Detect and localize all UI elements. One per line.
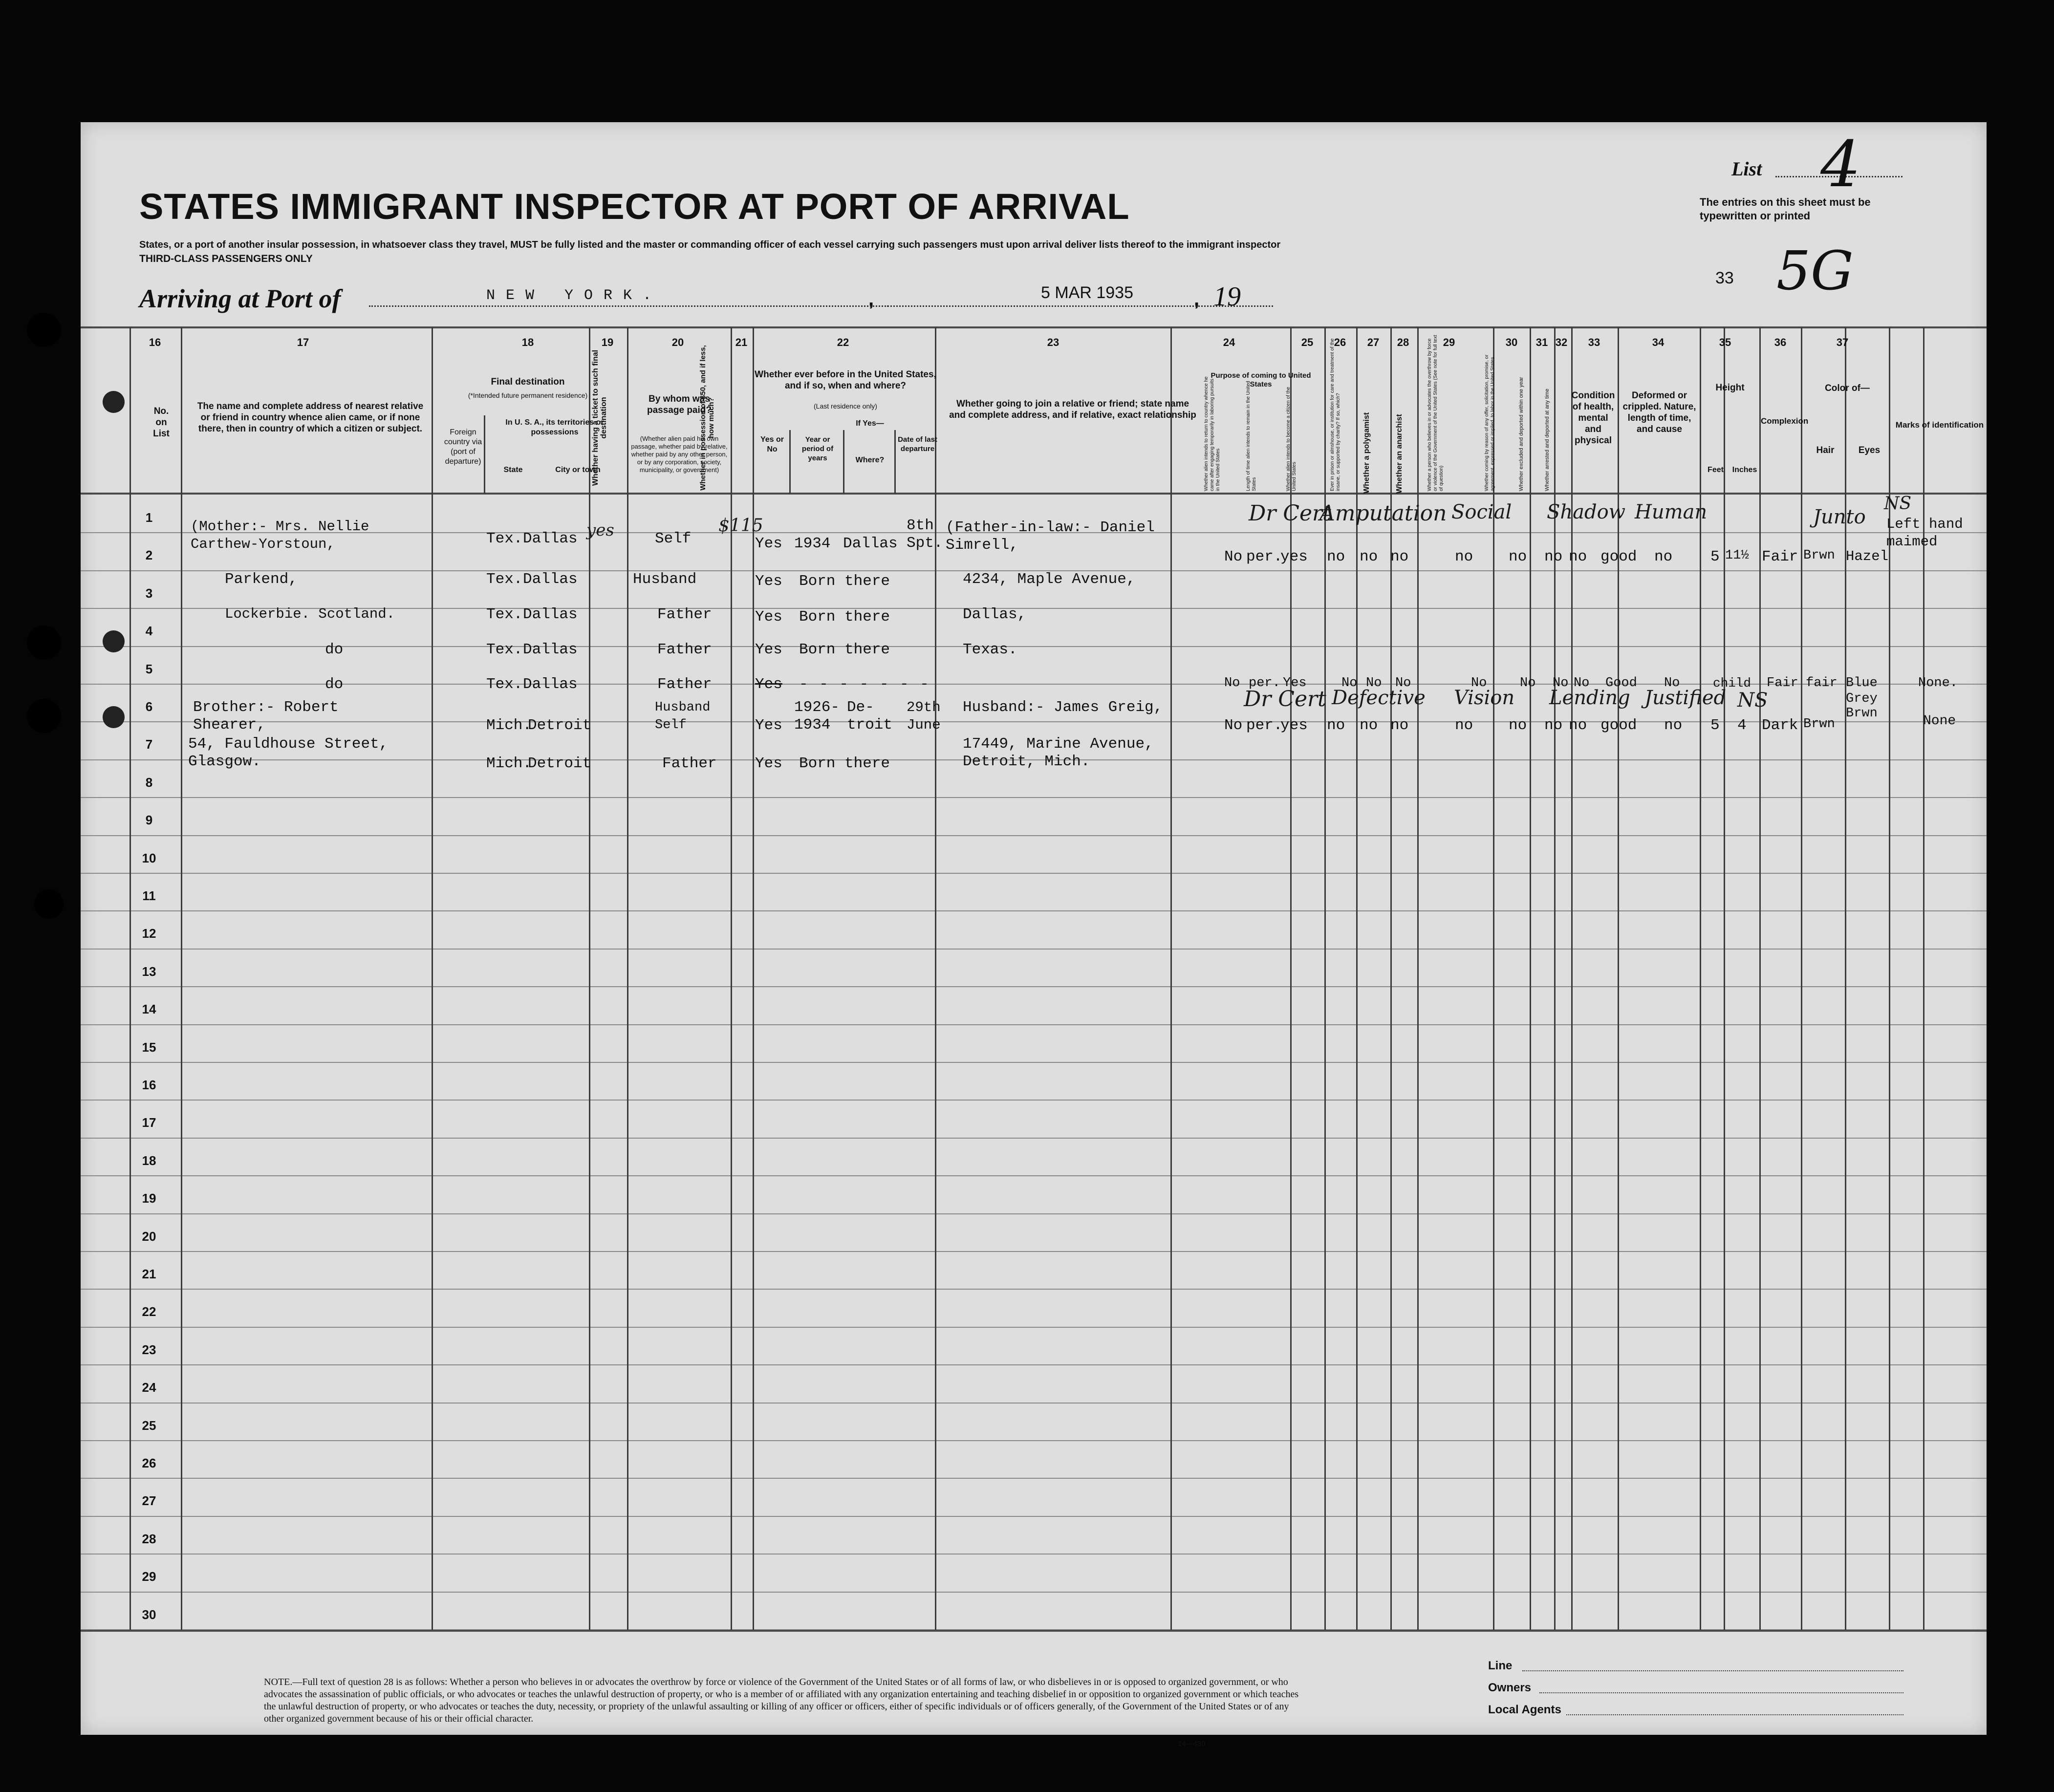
column-rule (1759, 327, 1761, 1630)
r1-feet: 5 (1710, 548, 1720, 565)
column-number: 25 (1301, 336, 1314, 348)
r3-join: Dallas, (963, 606, 1027, 623)
header-c18-note: (*Intended future permanent residence) (468, 391, 588, 399)
r5-before: Yes (755, 676, 782, 693)
column-number: 20 (671, 336, 684, 348)
header-c36: Color of— (1825, 383, 1870, 393)
r6-where: De- troit (847, 699, 893, 734)
r1-paid: Self (655, 530, 692, 547)
hand-row1-c29: Social (1451, 501, 1512, 523)
owners-dotted (1539, 1692, 1903, 1693)
r6-join: Husband:- James Greig, (963, 699, 1163, 716)
row-number: 26 (142, 1456, 156, 1470)
punch-hole (103, 630, 125, 652)
r6-citizen: yes (1280, 717, 1308, 734)
r5-eyes: Blue (1846, 676, 1878, 691)
r6-c28: no (1455, 717, 1473, 734)
column-number: 17 (297, 336, 309, 348)
r1-date: 8th Spt. (907, 517, 943, 552)
r1-prison: no (1327, 548, 1345, 565)
row-number: 5 (145, 661, 153, 676)
row-number: 20 (142, 1229, 156, 1244)
header-c27: Whether an anarchist (1395, 414, 1404, 494)
r6-state: Mich. (486, 717, 532, 734)
header-c24b: Length of time alien intends to remain in the United States (1246, 381, 1257, 491)
r1-c28: no (1455, 548, 1473, 565)
r5-length: per. (1249, 676, 1280, 691)
r6-prison: no (1327, 717, 1345, 734)
agents-dotted (1566, 1714, 1903, 1715)
column-rule (1724, 327, 1725, 1630)
row-number: 22 (142, 1304, 156, 1319)
r1-health: good (1600, 548, 1637, 565)
r5-state: Tex. (486, 676, 523, 693)
column-number: 26 (1334, 336, 1346, 348)
column-number: 23 (1047, 336, 1059, 348)
header-c34-feet: Feet (1708, 466, 1724, 474)
r4-join: Texas. (963, 641, 1017, 658)
r7-before: Yes (755, 755, 782, 772)
column-number: 16 (149, 336, 161, 348)
r6-inches: 4 (1737, 717, 1747, 734)
punch-hole (103, 391, 125, 413)
hand-row1-c26: Amputation (1319, 501, 1447, 526)
r1-c29: no (1509, 548, 1527, 565)
r7-state: Mich. (486, 755, 532, 772)
punch-hole (27, 699, 61, 733)
r5-anarch: No (1395, 676, 1411, 691)
header-c22-year: Year or period of years (801, 435, 834, 462)
column-number: 31 (1535, 336, 1548, 348)
r2-relative: Parkend, (225, 571, 298, 588)
header-c29: Whether coming by reason of any offer, solicitation, promise, or agreement, expressed or implied, to labor in the United States (1484, 354, 1495, 491)
r6-c30: no (1544, 717, 1563, 734)
column-number: 29 (1443, 336, 1455, 348)
column-number: 37 (1836, 336, 1849, 348)
header-c23: Whether going to join a relative or friend; state name and complete address, and if relative, exact relationship (949, 399, 1196, 420)
header-c19: Whether having a ticket to such final destination (591, 349, 608, 486)
r1-c30: no (1544, 548, 1563, 565)
punch-hole (27, 626, 61, 660)
row-number: 6 (145, 699, 153, 714)
hand-row6-c34: Justified (1644, 687, 1727, 709)
year-prefix: 19 (1213, 281, 1241, 312)
row-number: 7 (145, 737, 153, 752)
column-rule (1801, 327, 1802, 1630)
row-number: 19 (142, 1191, 156, 1206)
r6-year: 1926- 1934 (794, 699, 840, 734)
manifest-title: STATES IMMIGRANT INSPECTOR AT PORT OF ARRIVAL (139, 186, 1130, 227)
header-line-2: THIRD-CLASS PASSENGERS ONLY (139, 253, 313, 264)
r7-city: Detroit (528, 755, 592, 772)
r1-c31: no (1569, 548, 1587, 565)
agents-label: Local Agents (1488, 1703, 1561, 1716)
r7-relative: 54, Fauldhouse Street, Glasgow. (188, 735, 389, 770)
r7-paid: Father (662, 755, 717, 772)
form-number: 14—430 (1178, 1740, 1206, 1748)
column-number: 21 (735, 336, 748, 348)
r2-paid: Husband (633, 571, 697, 588)
hand-row6-c29: Vision (1454, 687, 1515, 709)
r1-inches: 11½ (1725, 548, 1749, 563)
r3-city: Dallas (523, 606, 578, 623)
hand-row6-c37: NS (1737, 689, 1768, 712)
r5-deformed: No (1664, 676, 1680, 691)
r6-eyes: Grey Brwn (1846, 691, 1878, 721)
arriving-label: Arriving at Port of (139, 284, 341, 313)
r6-marks: None (1923, 713, 1956, 729)
header-c36-eyes: Eyes (1858, 445, 1881, 455)
r7-born: Born there (799, 755, 890, 772)
r1-where: Dallas (843, 535, 898, 552)
list-number-handwritten: 4 (1820, 127, 1861, 201)
header-c30: Whether excluded and deported within one year (1518, 377, 1524, 491)
r2-join: 4234, Maple Avenue, (963, 571, 1136, 588)
comma-1: , (868, 288, 874, 310)
r2-city: Dallas (523, 571, 578, 588)
row-number: 11 (142, 888, 156, 903)
r5-hair: fair (1806, 676, 1838, 691)
r3-before: Yes (755, 608, 782, 626)
header-c22-date: Date of last departure (898, 435, 937, 453)
column-number: 18 (521, 336, 534, 348)
r2-born: Born there (799, 573, 890, 590)
r5-intend: No (1224, 676, 1240, 691)
port-dotted-line (369, 305, 951, 307)
row-number: 10 (142, 850, 156, 865)
column-number: 32 (1555, 336, 1568, 348)
column-number: 34 (1652, 336, 1665, 348)
hand-row1-c32: Shadow (1547, 501, 1625, 523)
header-c22-where: Where? (855, 456, 885, 464)
header-c32: Condition of health, mental and physical (1571, 390, 1615, 446)
list-note: The entries on this sheet must be typewritten or printed (1700, 196, 1871, 222)
r6-before: Yes (755, 717, 782, 734)
r6-deformed: no (1664, 717, 1683, 734)
r1-intend: No (1224, 548, 1243, 565)
r6-date: 29th June (907, 699, 941, 733)
r5-where: - - - - - - - (799, 676, 930, 693)
manifest-sheet (81, 122, 1987, 1748)
header-c34-inches: Inches (1732, 466, 1757, 474)
column-number: 22 (837, 336, 849, 348)
r6-poly: no (1360, 717, 1378, 734)
row-number: 9 (145, 813, 153, 828)
r5-c28: No (1471, 676, 1487, 691)
row-number: 4 (145, 624, 153, 639)
r5-city: Dallas (523, 676, 578, 693)
r6-intend: No (1224, 717, 1243, 734)
r3-relative: Lockerbie. Scotland. (225, 606, 395, 622)
r2-before: Yes (755, 573, 782, 590)
column-rule (181, 327, 182, 1630)
r6-complexion: Dark (1762, 717, 1798, 734)
r5-c31: No (1574, 676, 1590, 691)
r4-relative: do (325, 641, 344, 658)
r5-poly: No (1366, 676, 1382, 691)
r5-paid: Father (657, 676, 712, 693)
row-number: 25 (142, 1418, 156, 1433)
r5-citizen: Yes (1283, 676, 1307, 691)
r6-feet: 5 (1710, 717, 1720, 734)
row-number: 28 (142, 1531, 156, 1546)
r6-c29: no (1509, 717, 1527, 734)
row-number: 21 (142, 1267, 156, 1281)
r1-year: 1934 (794, 535, 831, 552)
r7-join: 17449, Marine Avenue, Detroit, Mich. (963, 735, 1154, 770)
column-number: 36 (1774, 336, 1787, 348)
r1-citizen: yes (1280, 548, 1308, 565)
column-rule (1530, 327, 1531, 1630)
r1-ticket: yes (586, 520, 614, 540)
r4-before: Yes (755, 641, 782, 658)
row-number: 18 (142, 1153, 156, 1168)
r2-state: Tex. (486, 571, 523, 588)
r1-join: (Father-in-law:- Daniel Simrell, (946, 519, 1155, 554)
header-c37: Marks of identification (1895, 420, 1984, 430)
row-number: 8 (145, 775, 153, 790)
header-c35: Complexion (1761, 416, 1809, 426)
r3-paid: Father (657, 606, 712, 623)
row-number: 15 (142, 1039, 156, 1055)
header-c18-usa: In U. S. A., its territories or possessions (505, 418, 604, 436)
hand-row1-c36: Junto (1813, 506, 1866, 528)
column-number: 19 (601, 336, 614, 348)
r5-prison: No (1341, 676, 1358, 691)
r1-eyes: Hazel (1846, 548, 1889, 564)
r5-complexion: Fair (1767, 676, 1798, 691)
r5-health: Good (1605, 676, 1637, 691)
line-label: Line (1488, 1659, 1513, 1672)
header-c17: The name and complete address of nearest relative or friend in country whence alien came, or if none there, then in country of which a citizen or subject. (197, 401, 424, 434)
r5-marks: None. (1918, 676, 1958, 691)
list-code: 33 (1715, 269, 1734, 287)
row-number: 14 (142, 1002, 156, 1017)
row-number: 2 (145, 548, 153, 563)
column-number: 33 (1588, 336, 1600, 348)
header-c34: Height (1715, 383, 1745, 393)
punch-hole (27, 313, 61, 347)
hand-row6-c24: Dr Cert (1244, 687, 1326, 712)
r5-relative: do (325, 676, 344, 693)
row-number: 24 (142, 1380, 156, 1395)
row-number: 12 (142, 926, 156, 941)
comma-2: , (1194, 288, 1200, 310)
header-c16: No. on List (153, 406, 170, 439)
row-number: 30 (142, 1607, 156, 1622)
r6-relative: Brother:- Robert Shearer, (193, 699, 339, 734)
r1-complexion: Fair (1762, 548, 1798, 565)
list-label: List (1731, 158, 1762, 180)
r3-born: Born there (799, 608, 890, 626)
header-c24a: Whether alien intends to return to country whence he came after engaging temporarily in laboring pursuits in the United States (1204, 376, 1221, 491)
column-number: 28 (1397, 336, 1409, 348)
arrival-date: 5 MAR 1935 (1041, 283, 1133, 302)
header-c22-note: (Last residence only) (814, 402, 877, 410)
r6-paid: Husband Self (655, 700, 711, 733)
row-number: 29 (142, 1569, 156, 1584)
header-c25: Ever in prison or almshouse, or institution for care and treatment of the insane, or supported by charity? If so, which? (1330, 338, 1341, 491)
column-number: 24 (1223, 336, 1235, 348)
r6-city: Detroit (528, 717, 592, 734)
row-number: 17 (142, 1115, 156, 1130)
column-rule (627, 327, 628, 1630)
r1-deformed: no (1654, 548, 1673, 565)
list-number-handwritten-2: 5G (1776, 239, 1854, 302)
header-c26: Whether a polygamist (1362, 412, 1371, 494)
r1-money: $115 (718, 516, 763, 536)
owners-label: Owners (1488, 1681, 1532, 1694)
r5-c29: No (1520, 676, 1536, 691)
header-c28: Whether a person who believes in or advocates the overthrow by force or violence of the Government of the United States (See note for full text of question) (1427, 335, 1444, 491)
port-value: NEW YORK. (486, 287, 663, 304)
header-c36-hair: Hair (1816, 445, 1835, 455)
r6-anarch: no (1390, 717, 1409, 734)
header-c18-city: City or town (555, 466, 601, 474)
header-c18: Final destination (491, 377, 565, 387)
r5-c30: No (1553, 676, 1569, 691)
column-number: 30 (1505, 336, 1518, 348)
row-number: 27 (142, 1493, 156, 1509)
r1-city: Dallas (523, 530, 578, 547)
header-c24c: Whether alien intends to become a citizen of the United States (1286, 387, 1297, 491)
r6-length: per. (1246, 717, 1283, 734)
r4-state: Tex. (486, 641, 523, 658)
r6-c31: no (1569, 717, 1587, 734)
r6-hair: Brwn (1803, 717, 1835, 732)
column-subrule (789, 430, 791, 494)
header-c22: Whether ever before in the United States, and if so, when and where? (755, 369, 936, 391)
punch-hole (34, 889, 64, 919)
header-c33: Deformed or crippled. Nature, length of time, and cause (1622, 390, 1696, 434)
hand-row1-c37: NS (1884, 494, 1912, 514)
r1-hair: Brwn (1803, 548, 1835, 563)
r1-length: per. (1246, 548, 1283, 565)
column-number: 35 (1719, 336, 1731, 348)
row-number: 16 (142, 1078, 156, 1092)
hand-row1-c34: Human (1635, 501, 1708, 523)
header-c24: Purpose of coming to United States (1211, 371, 1311, 389)
row-number: 3 (145, 585, 153, 601)
punch-hole (103, 706, 125, 728)
r4-born: Born there (799, 641, 890, 658)
r4-city: Dallas (523, 641, 578, 658)
hand-row1-c24: Dr Cert (1249, 501, 1331, 526)
row-number: 13 (142, 964, 156, 979)
header-line-1: States, or a port of another insular possession, in whatsoever class they travel, MUST be fully listed and the master or commanding officer of each vessel carrying such passengers must upon arrival deliver lists thereof to the immigrant inspector (139, 239, 1281, 250)
header-c18-foreign: Foreign country via (port of departure) (444, 428, 482, 466)
line-dotted (1522, 1670, 1903, 1671)
r1-before: Yes (755, 535, 782, 552)
question-28-note: NOTE.—Full text of question 28 is as follows: Whether a person who believes in or advocates the overthrow by force or violence of the Government of the United States or of all forms of law, or who disbelieves in or is opposed to organized government, or who advocates the assassination of public officials, or who advocates or teaches the unlawful destruction of property, or who is a member of or affiliated with any organization entertaining and teaching disbelief in or opposition to organized government or which teaches the unlawful destruction of property, or who advocates or teaches the duty, necessity, or propriety of the unlawful assaulting or killing of any officer or officers, either of specific individuals or of officers generally, of the Government of the United States or of any other organized government because of his or their official character. (264, 1677, 1299, 1724)
header-c21: Whether in possession of $50, and if less, how much? (699, 345, 715, 491)
r3-state: Tex. (486, 606, 523, 623)
header-c20: By whom was passage paid? (647, 394, 712, 415)
header-c31: Whether arrested and deported at any time (1544, 389, 1550, 491)
table-bottom-rule (81, 1630, 1987, 1632)
r1-marks: Left hand maimed (1886, 516, 1963, 550)
r6-health: good (1600, 717, 1637, 734)
r1-poly: no (1360, 548, 1378, 565)
r5-feet: child (1713, 676, 1751, 691)
header-c22-ifyes: If Yes— (856, 419, 884, 428)
header-c22-yesno: Yes or No (760, 435, 784, 453)
header-c18-state: State (503, 466, 523, 474)
row-number: 1 (145, 510, 153, 525)
r4-paid: Father (657, 641, 712, 658)
column-rule (432, 327, 433, 1630)
hand-row6-c26: Defective (1332, 687, 1426, 709)
r1-relative: (Mother:- Mrs. Nellie Carthew-Yorstoun, (191, 518, 369, 552)
column-number: 27 (1367, 336, 1380, 348)
r1-state: Tex. (486, 530, 523, 547)
row-number: 23 (142, 1342, 156, 1357)
r1-anarch: no (1390, 548, 1409, 565)
column-subrule (1845, 435, 1846, 494)
header-c20-note: (Whether alien paid his own passage, whether paid by relative, whether paid by any other person, or by any corporation, society, municipality, or government) (631, 435, 728, 474)
hand-row6-c32: Lending (1549, 687, 1630, 709)
